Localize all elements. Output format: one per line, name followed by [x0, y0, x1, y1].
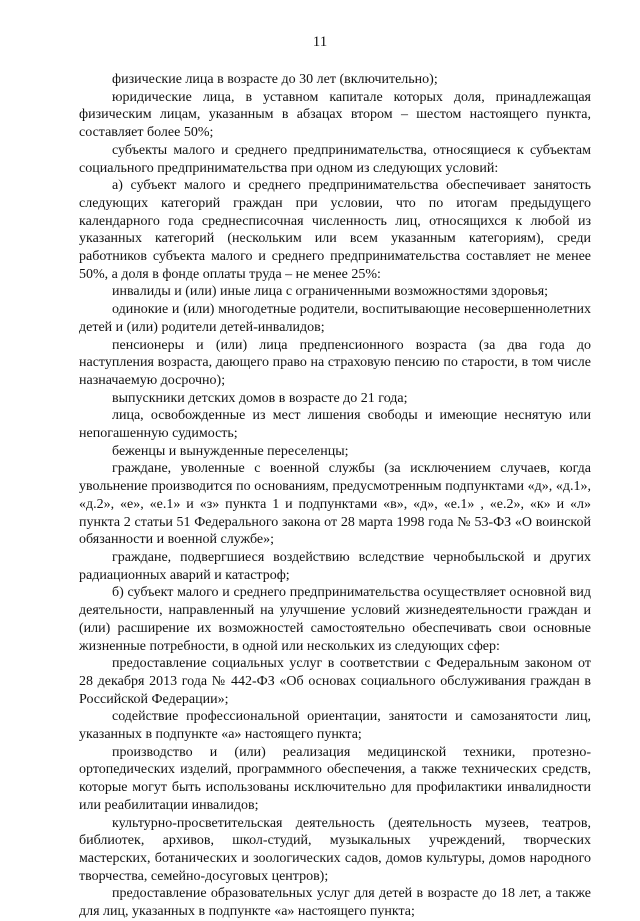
paragraph: беженцы и вынужденные переселенцы;: [112, 443, 349, 459]
paragraph: культурно-просветительская деятельность (деятельность музеев, театров, библиотек, архивов, школ-студий, музыкальных учреждений, творческих мастерских, ботанических и зоологических садов, домов культуры, домов народного творчества, семейно-досуговых центров);: [79, 815, 591, 884]
page-number: 11: [312, 34, 328, 50]
paragraph: предоставление образовательных услуг для детей в возрасте до 18 лет, а также для лиц, указанных в подпункте «а» настоящего пункта;: [79, 886, 591, 920]
paragraph: выпускники детских домов в возрасте до 21 года;: [112, 390, 408, 406]
paragraph: предоставление социальных услуг в соответствии с Федеральным законом от 28 декабря 2013 года № 442-ФЗ «Об основах социального обслуживания граждан в Российской Федерации»;: [79, 656, 591, 707]
paragraph: б) субъект малого и среднего предпринимательства осуществляет основной вид деятельности, направленный на улучшение условий жизнедеятельности граждан и (или) расширение их возможностей самостоятельно обеспечивать свои основные жизненные потребности, в одной или нескольких из следующих сфер:: [79, 585, 591, 654]
paragraph: граждане, подвергшиеся воздействию вследствие чернобыльской и других радиационных аварий и катастроф;: [79, 549, 591, 583]
paragraph: содействие профессиональной ориентации, занятости и самозанятости лиц, указанных в подпункте «а» настоящего пункта;: [79, 709, 591, 743]
paragraph: субъекты малого и среднего предпринимательства, относящиеся к субъектам социального предпринимательства при одном из следующих условий:: [79, 142, 591, 176]
paragraph: лица, освобожденные из мест лишения свободы и имеющие неснятую или непогашенную судимость;: [79, 408, 591, 442]
paragraph: производство и (или) реализация медицинской техники, протезно-ортопедических изделий, программного обеспечения, а также технических средств, которые могут быть использованы исключительно для профилактики инвалидности или реабилитации инвалидов;: [79, 744, 591, 813]
paragraph: пенсионеры и (или) лица предпенсионного возраста (за два года до наступления возраста, дающего право на страховую пенсию по старости, в том числе назначаемую досрочно);: [79, 337, 591, 388]
paragraph: физические лица в возрасте до 30 лет (включительно);: [112, 72, 438, 87]
paragraph: одинокие и (или) многодетные родители, воспитывающие несовершеннолетних детей и (или) родители детей-инвалидов;: [79, 302, 591, 335]
paragraph: граждане, уволенные с военной службы (за исключением случаев, когда увольнение производится по основаниям, предусмотренным подпунктами «д», «д.1», «д.2», «е», «е.1» и «з» пункта 1 и подпунктами «в», «д», «е.1» , «е.2», «к» и «л» пункта 2 статьи 51 Федерального закона от 28 марта 1998 года № 53-ФЗ «О воинской обязанности и военной службе»;: [79, 461, 591, 548]
paragraph: а) субъект малого и среднего предпринимательства обеспечивает занятость следующих категорий граждан при условии, что по итогам предыдущего календарного года среднесписочная численность лиц, относящихся к любой из указанных категорий (нескольким или всем указанным категориям), среди работников субъекта малого и среднего предпринимательства составляет не менее 50%, а доля в фонде оплаты труда – не менее 25%:: [79, 178, 591, 282]
paragraph: юридические лица, в уставном капитале которых доля, принадлежащая физическим лицам, указанным в абзацах втором – шестом настоящего пункта, составляет более 50%;: [79, 89, 591, 141]
paragraph: инвалиды и (или) иные лица с ограниченными возможностями здоровья;: [112, 284, 549, 300]
body-text: [79, 71, 591, 921]
